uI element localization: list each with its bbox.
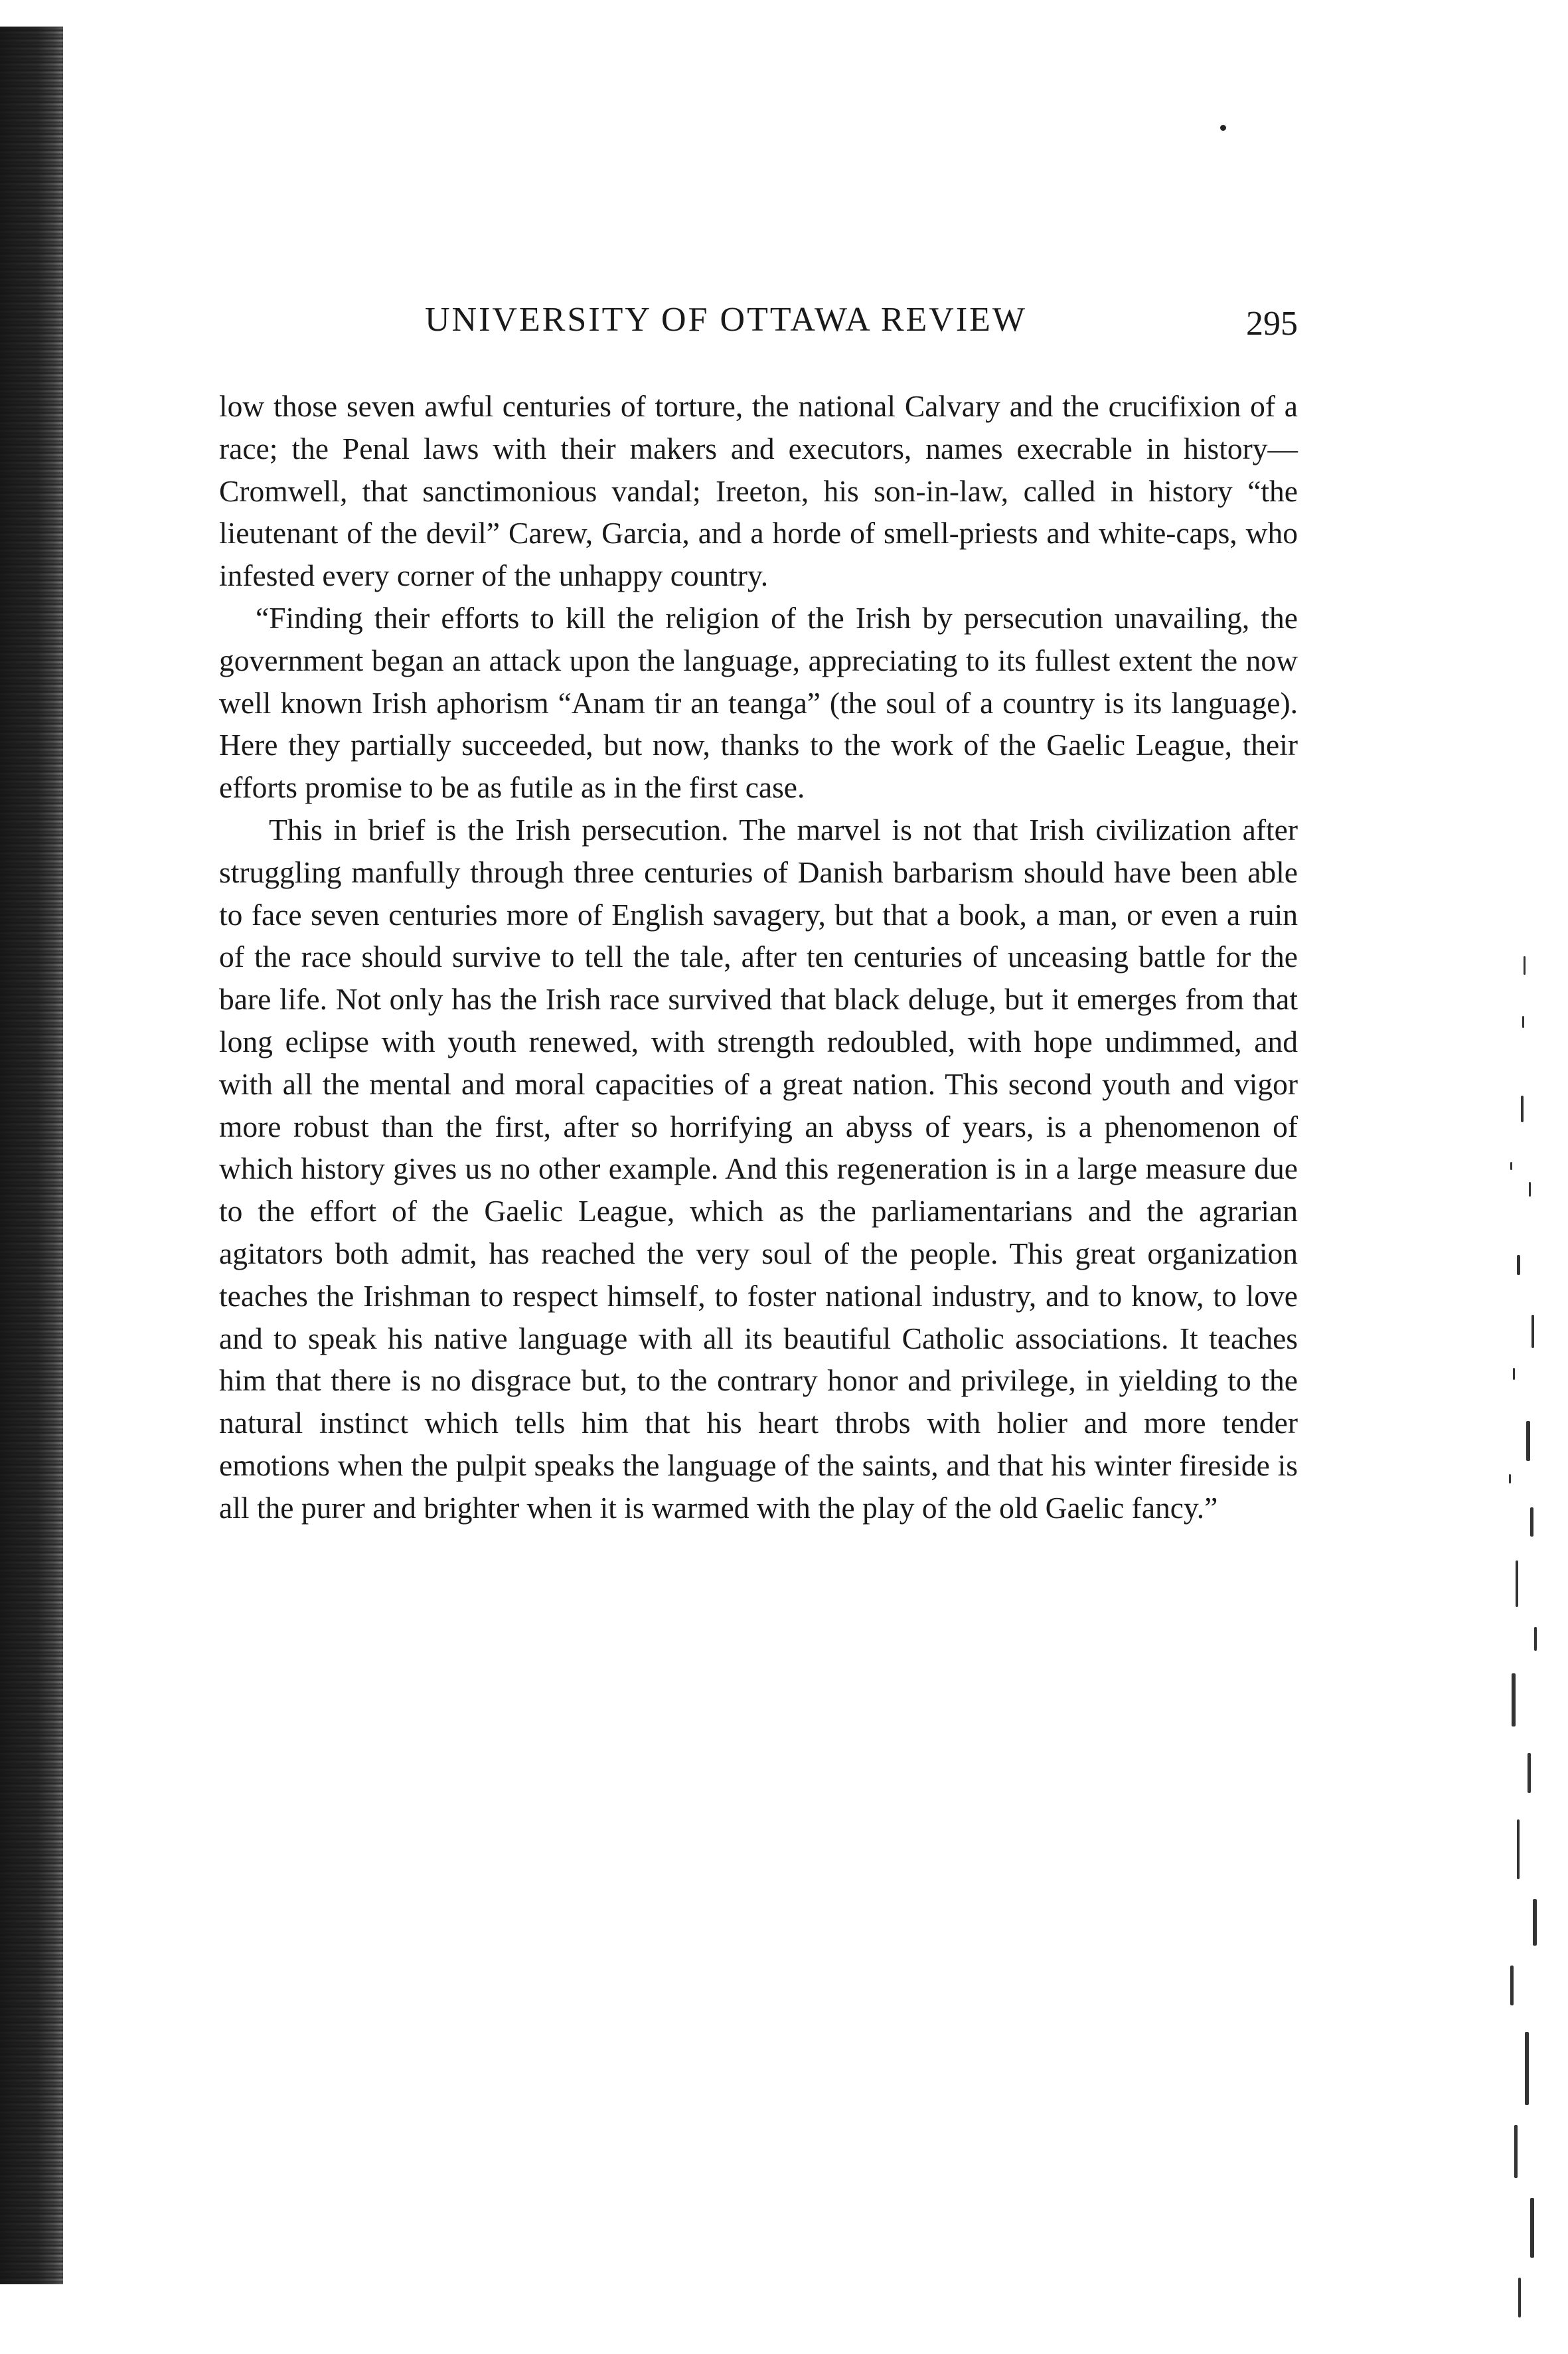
show-through-marks	[1497, 943, 1543, 2331]
article-body	[219, 385, 1298, 1529]
paragraph: “Finding their efforts to kill the religion of the Irish by persecution unavailing, the government began an attack upon the language, appreciating to its fullest extent the now well known Irish aphorism “Anam tir an teanga” (the soul of a country is its language). Here they partially succeeded, but now, thanks to the work of the Gaelic League, their efforts promise to be as futile as in the first case.	[219, 600, 1298, 805]
page-header	[219, 300, 1298, 353]
paragraph: This in brief is the Irish persecution. The marvel is not that Irish civilization after struggling manfully through three centuries of Danish barbarism should have been able to face seven centuries more of English savagery, but that a book, a man, or even a ruin of the race should survive to tell the tale, after ten centuries of unceasing battle for the bare life. Not only has the Irish race survived that black deluge, but it emerges from that long eclipse with youth renewed, with strength redoubled, with hope undimmed, and with all the mental and moral capacities of a great nation. This second youth and vigor more robust than the first, after so horrifying an abyss of years, is a phenomenon of which history gives us no other example. And this regeneration is in a large measure due to the effort of the Gaelic League, which as the parliamentarians and the agrarian agitators both admit, has reached the very soul of the people. This great organization teaches the Irishman to respect himself, to foster national industry, and to know, to love and to speak his native language with all its beautiful Catholic associations. It teaches him that there is no disgrace but, to the contrary honor and privilege, in yielding to the natural instinct which tells him that his heart throbs with holier and more tender emotions when the pulpit speaks the language of the saints, and that his winter fireside is all the purer and brighter when it is warmed with the play of the old Gaelic fancy.”	[219, 812, 1298, 1525]
running-title: UNIVERSITY OF OTTAWA REVIEW	[425, 301, 1027, 339]
page-number: 295	[1246, 305, 1298, 343]
speck-mark	[1220, 125, 1226, 131]
binding-edge-shadow	[0, 27, 63, 2284]
paragraph: low those seven awful centuries of torture, the national Calvary and the crucifixion of a race; the Penal laws with their makers and executors, names execrable in history—Cromwell, that sanctimonious vandal; Ireeton, his son-in-law, called in history “the lieutenant of the devil” Carew, Garcia, and a horde of smell-priests and white-caps, who infested every corner of the unhappy country.	[219, 389, 1298, 593]
